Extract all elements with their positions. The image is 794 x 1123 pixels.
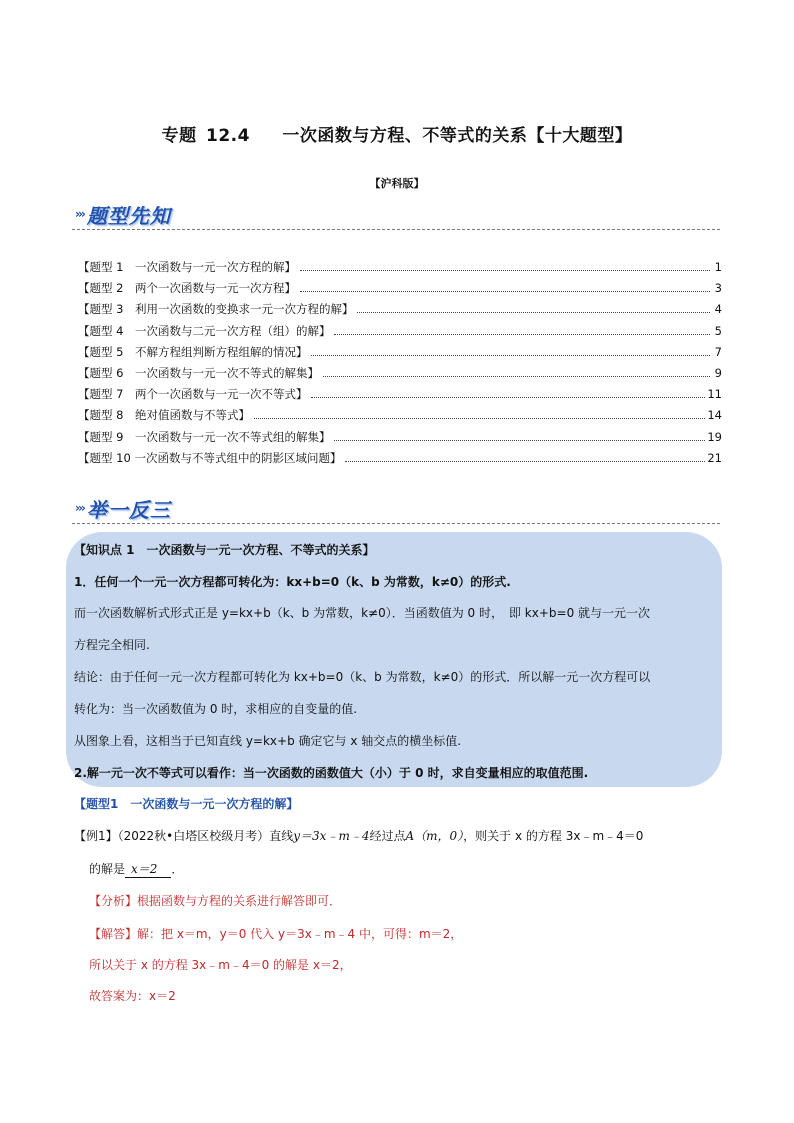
divider [72,229,720,230]
page-title [0,121,794,146]
knowledge-line: 方程完全相同. [74,638,150,652]
knowledge-line: 转化为：当一次函数值为 0 时，求相应的自变量的值. [74,702,358,716]
table-of-contents [78,259,722,471]
banner-text: 题型先知 [86,203,171,228]
knowledge-line: 从图象上看，这相当于已知直线 y=kx+b 确定它与 x 轴交点的横坐标值. [74,734,462,748]
banner-text: 举一反三 [86,497,171,522]
solution: 【解答】解：把 x＝m，y＝0 代入 y＝3x﹣m﹣4 中，可得：m＝2， [89,927,463,941]
toc-item[interactable]: 【题型 9 一次函数与一元一次不等式组的解集】 19 [78,429,722,444]
title-prefix: 专题 [161,126,197,146]
example-question-cont: 的解是 x＝2 ． [89,862,184,876]
banner-question-types [75,199,171,229]
toc-item[interactable]: 【题型 1 一次函数与一元一次方程的解】 1 [78,260,722,274]
toc-item[interactable]: 【题型 10 一次函数与不等式组中的阴影区域问题】 21 [78,450,722,465]
toc-item[interactable]: 【题型 7 两个一次函数与一元一次不等式】 11 [78,387,722,402]
knowledge-title: 【知识点 1 一次函数与一元一次方程、不等式的关系】 [74,543,375,557]
title-number: 12.4 [206,126,250,146]
solution-line: 故答案为：x＝2 [89,989,176,1003]
toc-item[interactable]: 【题型 8 绝对值函数与不等式】 14 [78,408,722,423]
banner-examples [75,493,171,523]
section-heading: 【题型1 一次函数与一元一次方程的解】 [74,797,299,811]
example-question: 【例1】（2022秋•白塔区校级月考）直线y＝3x﹣m﹣4经过点A（m，0），则关于 x 的方程 3x﹣m﹣4＝0 [74,829,644,843]
toc-item[interactable]: 【题型 3 利用一次函数的变换求一元一次方程的解】 4 [78,302,722,317]
solution-line: 所以关于 x 的方程 3x﹣m﹣4＝0 的解是 x＝2， [89,958,352,972]
edition-label: 【沪科版】 [369,177,425,190]
title-text: 一次函数与方程、不等式的关系【十大题型】 [282,126,633,146]
analysis: 【分析】根据函数与方程的关系进行解答即可． [89,894,342,908]
knowledge-line: 1．任何一个一元一次方程都可转化为：kx+b=0（k、b 为常数，k≠0）的形式. [74,575,511,589]
divider [72,523,720,524]
knowledge-line: 而一次函数解析式形式正是 y=kx+b（k、b 为常数，k≠0）．当函数值为 0 时， 即 kx+b=0 就与一元一次 [74,606,651,620]
triple-chevron-icon: ››› [75,207,84,221]
knowledge-line: 2.解一元一次不等式可以看作：当一次函数的函数值大（小）于 0 时，求自变量相应的取值范围. [74,766,589,780]
toc-item[interactable]: 【题型 6 一次函数与一元一次不等式的解集】 9 [78,365,722,380]
answer-blank: x＝2 [125,860,171,878]
toc-item[interactable]: 【题型 4 一次函数与二元一次方程（组）的解】 5 [78,323,722,338]
knowledge-line: 结论：由于任何一元一次方程都可转化为 kx+b=0（k、b 为常数，k≠0）的形式．所以解一元一次方程可以 [74,670,651,684]
triple-chevron-icon: ››› [75,501,84,515]
toc-item[interactable]: 【题型 2 两个一次函数与一元一次方程】 3 [78,281,722,296]
toc-item[interactable]: 【题型 5 不解方程组判断方程组解的情况】 7 [78,344,722,359]
